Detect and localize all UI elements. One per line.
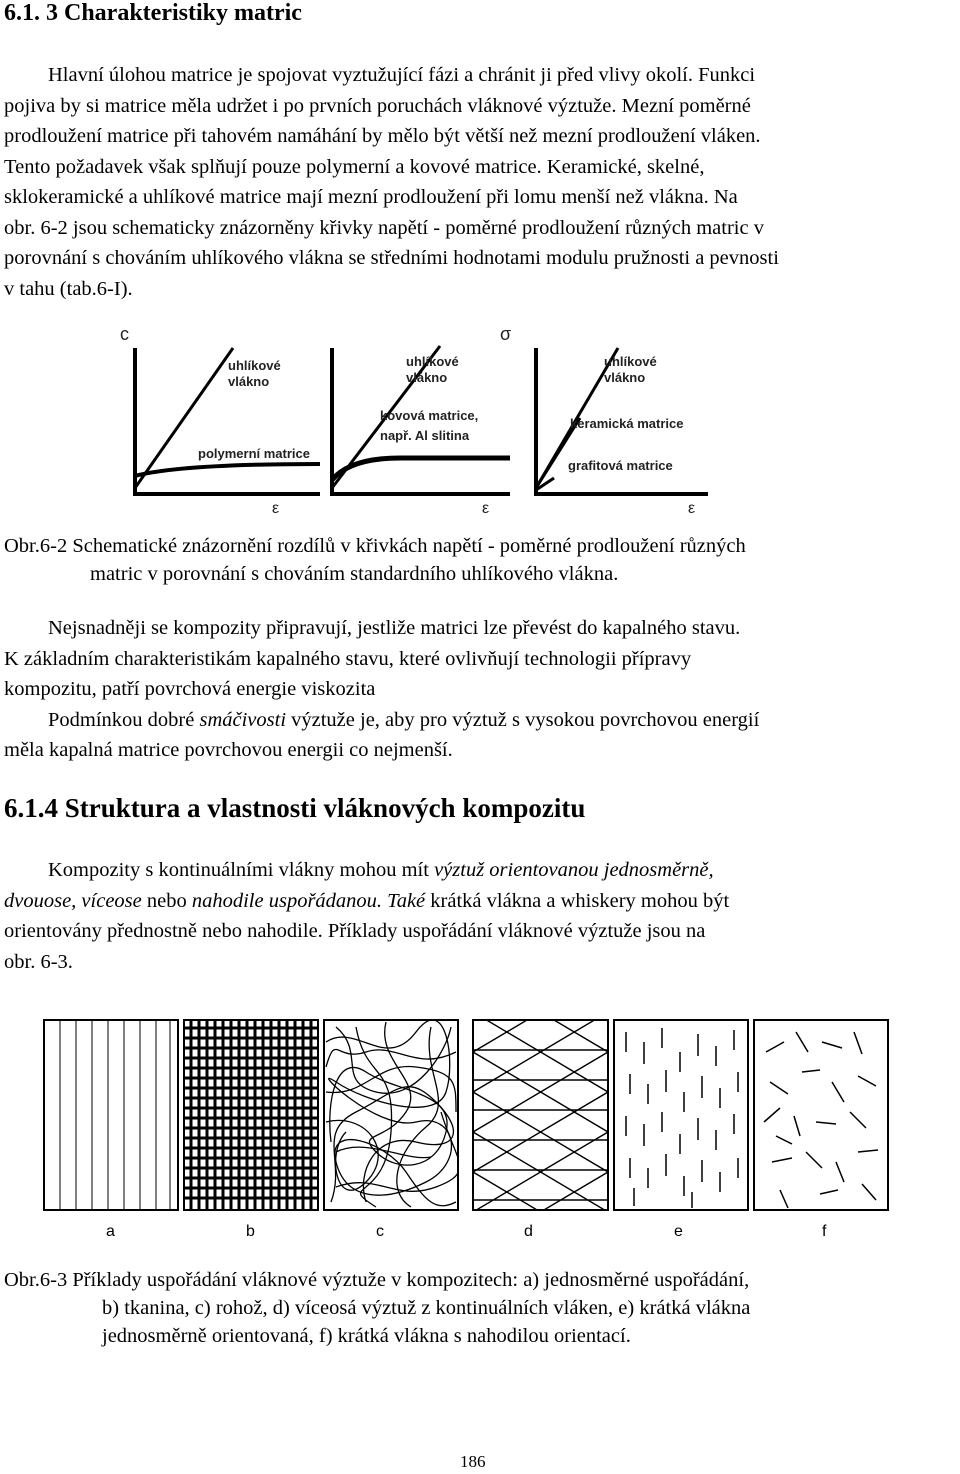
text-line: obr. 6-2 jsou schematicky znázorněny křivky napětí - poměrné prodloužení různých matric v bbox=[4, 216, 764, 239]
emphasis-text: smáčivosti bbox=[199, 708, 287, 731]
caption-line: Obr.6-3 Příklady uspořádání vláknové výztuže v kompozitech: a) jednosměrné uspořádání, bbox=[4, 1269, 750, 1291]
arrangement-a-unidirectional bbox=[44, 1020, 178, 1210]
text-line: kompozitu, patří povrchová energie viskozita bbox=[4, 678, 376, 700]
text-run: Kompozity s kontinuálními vlákny mohou mít bbox=[48, 859, 435, 881]
text-line: prodloužení matrice při tahovém namáhání by mělo být větší než mezní prodloužení vláken. bbox=[4, 125, 761, 147]
matrix-label: polymerní matrice bbox=[198, 446, 310, 461]
emphasis-text: dvouose, víceose bbox=[4, 889, 142, 912]
emphasis-text: nahodile uspořádanou. Také bbox=[191, 889, 426, 912]
caption-line: jednosměrně orientovaná, f) krátká vlákna s nahodilou orientací. bbox=[102, 1325, 631, 1347]
text-line: měla kapalná matrice povrchovou energii co nejmenší. bbox=[4, 739, 453, 761]
text-line: sklokeramické a uhlíkové matrice mají mezní prodloužení při lomu menší než vlákna. Na bbox=[4, 186, 738, 208]
text-line bbox=[4, 886, 956, 917]
arrangement-e-short-aligned bbox=[614, 1020, 748, 1210]
paragraph-fiber-arrangement bbox=[4, 855, 956, 977]
text-line: v tahu (tab.6-I). bbox=[4, 277, 133, 300]
arrangement-label: d bbox=[524, 1223, 533, 1240]
arrangement-label: b bbox=[246, 1223, 255, 1240]
figure-caption bbox=[4, 532, 956, 588]
text-line bbox=[4, 855, 956, 886]
stress-strain-panel-1 bbox=[120, 324, 320, 517]
matrix-label: grafitová matrice bbox=[568, 458, 673, 473]
caption-line: matric v porovnání s chováním standardního uhlíkového vlákna. bbox=[90, 563, 619, 585]
stress-strain-panel-2 bbox=[332, 324, 511, 517]
arrangement-c-mat bbox=[324, 1020, 459, 1210]
fiber-label: uhlíkové bbox=[228, 358, 281, 373]
text-line bbox=[4, 705, 956, 736]
section-title: 6.1.4 Struktura a vlastnosti vláknových kompozitu bbox=[4, 793, 586, 823]
figure-stress-strain bbox=[110, 318, 720, 518]
matrix-label: např. Al slitina bbox=[380, 428, 470, 443]
text-run: výztuže je, aby pro výztuž s vysokou povrchovou energií bbox=[286, 708, 760, 731]
text-line: pojiva by si matrice měla udržet i po prvních poruchách vláknové výztuže. Mezní poměrné bbox=[4, 94, 751, 117]
arrangement-label: a bbox=[106, 1223, 115, 1240]
text-run: Podmínkou dobré bbox=[48, 708, 200, 731]
text-line: Tento požadavek však splňují pouze polymerní a kovové matrice. Keramické, skelné, bbox=[4, 155, 705, 178]
matrix-label: kovová matrice, bbox=[380, 408, 479, 423]
text-line: obr. 6-3. bbox=[4, 950, 73, 973]
matrix-label: keramická matrice bbox=[570, 416, 684, 431]
caption-line: b) tkanina, c) rohož, d) víceosá výztuž z kontinuálních vláken, e) krátká vlákna bbox=[102, 1297, 751, 1319]
x-axis-label: ε bbox=[272, 500, 280, 517]
arrangement-label: f bbox=[822, 1223, 827, 1240]
y-axis-label: c bbox=[120, 324, 129, 344]
x-axis-label: ε bbox=[688, 500, 696, 517]
y-axis-label: σ bbox=[500, 324, 512, 344]
text-line: K základním charakteristikám kapalného stavu, které ovlivňují technologii přípravy bbox=[4, 647, 692, 670]
text-line: Hlavní úlohou matrice je spojovat vyztužující fázi a chránit ji před vlivy okolí. Funkci bbox=[48, 64, 756, 86]
fiber-label: vlákno bbox=[604, 370, 646, 385]
paragraph-matrix-role bbox=[4, 60, 956, 304]
text-run: nebo bbox=[141, 889, 192, 912]
fiber-label: vlákno bbox=[228, 374, 270, 389]
fiber-label: vlákno bbox=[406, 370, 448, 385]
emphasis-text: výztuž orientovanou jednosměrně, bbox=[434, 859, 714, 881]
text-run: krátká vlákna a whiskery mohou být bbox=[425, 889, 730, 912]
arrangement-f-short-random bbox=[754, 1020, 888, 1210]
caption-line: Obr.6-2 Schematické znázornění rozdílů v křivkách napětí - poměrné prodloužení různých bbox=[4, 535, 746, 557]
fiber-label: uhlíkové bbox=[604, 354, 657, 369]
page-number: 186 bbox=[460, 1452, 486, 1471]
paragraph-liquid-state bbox=[4, 613, 956, 766]
arrangement-label: c bbox=[376, 1223, 384, 1240]
text-line: Nejsnadněji se kompozity připravují, jestliže matrici lze převést do kapalného stavu. bbox=[48, 617, 741, 639]
figure-caption bbox=[4, 1266, 956, 1350]
arrangement-d-multiaxial bbox=[473, 1012, 608, 1242]
text-line: orientovány přednostně nebo nahodile. Příklady uspořádání vláknové výztuže jsou na bbox=[4, 920, 706, 942]
figure-fiber-arrangements bbox=[36, 1012, 916, 1242]
section-title: 6.1. 3 Charakteristiky matric bbox=[4, 0, 302, 26]
text-line: porovnání s chováním uhlíkového vlákna se středními hodnotami modulu pružnosti a pevnosti bbox=[4, 247, 779, 269]
arrangement-label: e bbox=[674, 1223, 683, 1240]
stress-strain-panel-3 bbox=[536, 348, 708, 517]
x-axis-label: ε bbox=[482, 500, 490, 517]
arrangement-b-fabric bbox=[184, 1020, 318, 1210]
fiber-label: uhlíkové bbox=[406, 354, 459, 369]
